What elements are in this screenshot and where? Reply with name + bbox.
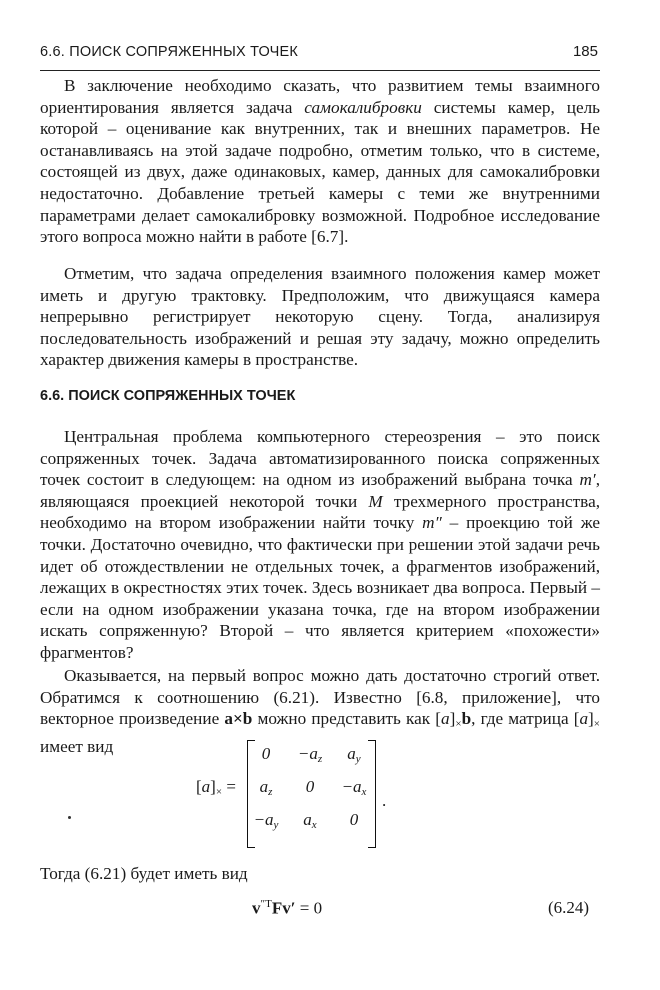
math-rhs: = 0 (295, 898, 323, 918)
text-run: имеет вид (40, 736, 114, 756)
text-run: системы камер, цель которой – оценивание как внутренних, так и внешних параметров. Не останавливаясь на этой задаче подробно, отметим только, что в системе, состоящей из двух, даже одинаковых, камер, данных для самокалибровки недостаточно. Добавление третьей камеры с теми же внутренними параметрами делает самокалибровку возможной. Подробное исследование этого вопроса можно найти в работе [6.7]. (40, 97, 600, 247)
matrix-cell: 0 (349, 810, 359, 829)
text-run: трехмерного пространства, необходимо на втором изображении найти точку (40, 491, 600, 533)
text-run: Тогда (6.21) будет иметь вид (40, 864, 248, 883)
math-a: a (579, 709, 589, 729)
math-m-prime: m′ (579, 470, 596, 490)
equation-number: (6.24) (548, 898, 590, 917)
matrix-cell: $-a_y$ (253, 810, 279, 831)
text-run: можно представить как (252, 709, 436, 729)
paragraph-then (40, 863, 600, 885)
matrix-cell: 0 (305, 777, 315, 796)
paragraph-self-calibration (40, 75, 600, 248)
text-run: В заключение необходимо сказать, что развитием темы взаимного ориентирования является задача (40, 76, 600, 117)
math-subscript: × (593, 718, 600, 731)
text-run: Отметим, что задача определения взаимного положения камер может иметь и другую трактовку. Предположим, что движущаяся камера непрерывно регистрирует некоторую сцену. Тогда, анализируя последовательность изображений и решая эту задачу, можно определить характер движения камеры в пространстве. (40, 264, 600, 370)
math-superscript: ″T (260, 898, 272, 910)
math-subscript: × (455, 718, 462, 731)
running-header (40, 38, 600, 71)
skew-matrix-equation (196, 736, 406, 846)
stray-dot (68, 816, 71, 819)
page-number: 185 (572, 43, 598, 60)
equation-6-24 (252, 898, 322, 919)
text-run: Центральная проблема компьютерного стереозрения – это поиск сопряженных точек. Задача автоматизированного поиска сопряженных точек состоит в следующем: на одном из изображений выбрана точка (40, 427, 600, 490)
math-cross-product: a×b (224, 709, 253, 729)
paragraph-central-problem (40, 426, 600, 664)
matrix-cell: $-a_z$ (297, 744, 323, 765)
text-run: , где матрица (471, 709, 574, 729)
running-header-title: 6.6. ПОИСК СОПРЯЖЕННЫХ ТОЧЕК (40, 44, 299, 60)
math-b: b (461, 709, 472, 729)
matrix-cell: $a_y$ (347, 744, 361, 765)
math-v: v (252, 898, 261, 918)
math-m-double-prime: m″ (422, 513, 442, 533)
section-heading: 6.6. ПОИСК СОПРЯЖЕННЫХ ТОЧЕК (40, 388, 296, 404)
math-subscript: × (215, 786, 223, 798)
math-F: F (271, 898, 283, 918)
math-v-prime: v′ (282, 898, 296, 918)
period: . (382, 791, 387, 810)
emphasis-term: самокалибровки (304, 97, 422, 117)
paragraph-vector-product: Оказывается, на первый вопрос можно дать достаточно строгий ответ. Обратимся к соотношению (6.21). Известно [6.8, приложение], что векторное произведение a×b можно представить как $[a]_\times b$, где матрица $[a]_\times$ имеет вид (40, 666, 600, 756)
text-run: – проекцию той же точки. Достаточно очевидно, что фактически при решении этой задачи речь идет об отождествлении не отдельных точек, а фрагментов изображений, лежащих в окрестностях этих точек. Здесь возникает два вопроса. Первый – если на одном изображении указана точка, где на втором изображении искать сопряженную? Второй – что является критерием «похожести» фрагментов? (40, 513, 601, 662)
paragraph-camera-motion (40, 263, 600, 371)
matrix-cell: 0 (261, 744, 271, 763)
math-a: a (201, 777, 211, 796)
text-run: Оказывается, на первый вопрос можно дать достаточно строгий ответ. Обратимся к соотношению (6.21). Известно [6.8, приложение], что векторное произведение (40, 666, 600, 729)
text-run: , являющаяся проекцией некоторой точки (40, 470, 600, 511)
matrix-cell: $a_x$ (303, 810, 317, 831)
math-a: a (441, 709, 450, 729)
matrix-cell: $-a_x$ (341, 777, 367, 798)
matrix-cell: $a_z$ (259, 777, 273, 798)
math-M: M (368, 491, 383, 511)
matrix-lhs: $[a]_\times$ = (196, 777, 236, 798)
